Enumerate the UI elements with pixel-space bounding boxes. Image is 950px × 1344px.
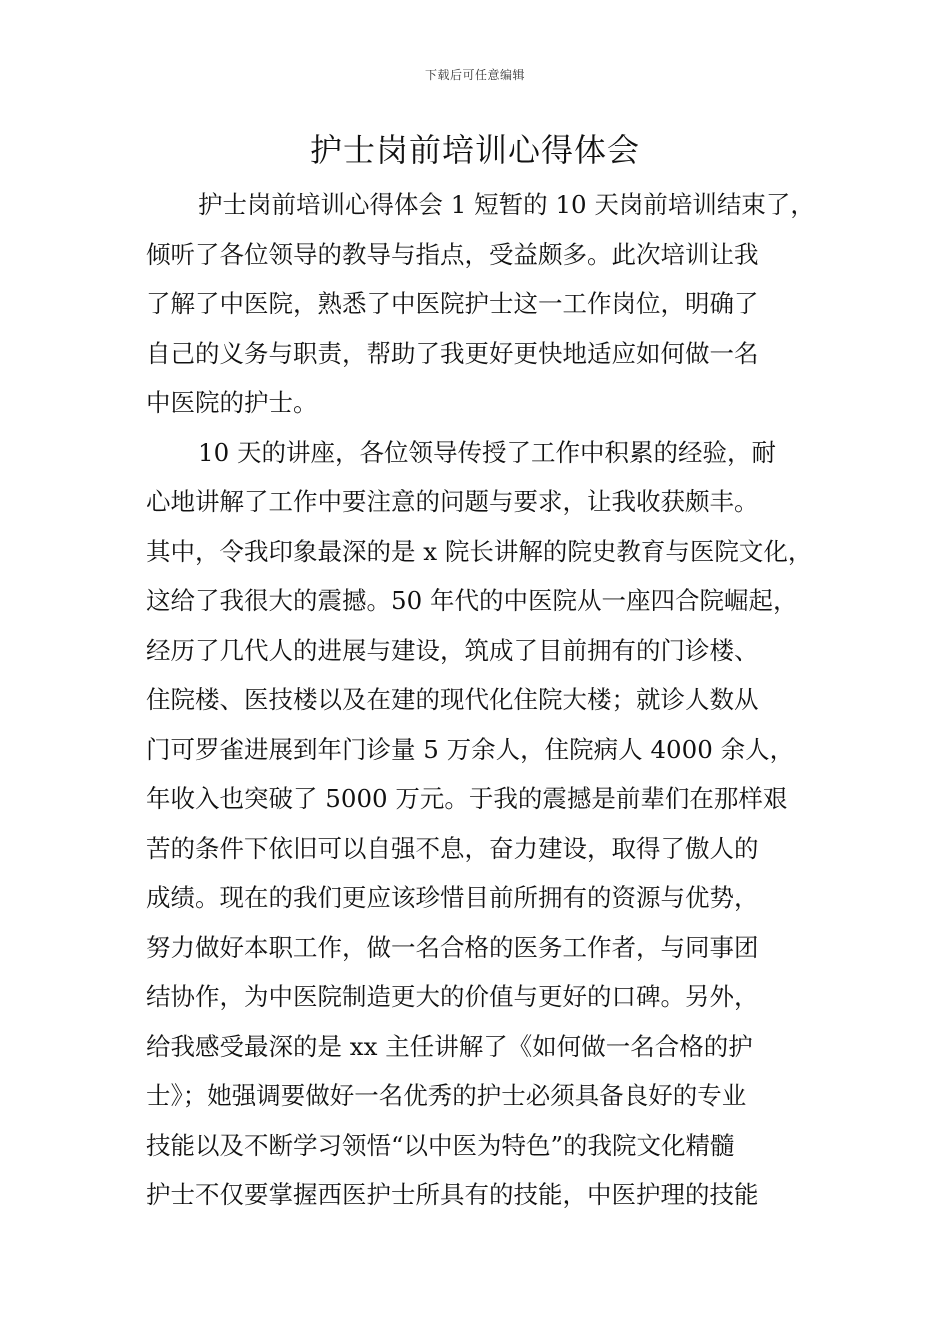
paragraph-2-line-13: 给我感受最深的是 xx 主任讲解了《如何做一名合格的护	[146, 1031, 753, 1061]
paragraph-2-line-15: 技能以及不断学习领悟“以中医为特色”的我院文化精髓	[146, 1130, 735, 1160]
paragraph-1-line-1: 护士岗前培训心得体会 1 短暂的 10 天岗前培训结束了，	[198, 190, 815, 219]
paragraph-2-line-16: 护士不仅要掌握西医护士所具有的技能，中医护理的技能	[146, 1180, 759, 1209]
paragraph-2-line-5: 经历了几代人的进展与建设，筑成了目前拥有的门诊楼、	[146, 635, 759, 665]
paragraph-2-line-1: 10 天的讲座，各位领导传授了工作中积累的经验，耐	[198, 437, 776, 467]
paragraph-1-line-5: 中医院的护士。	[146, 388, 318, 417]
paragraph-2-line-14: 士》；她强调要做好一名优秀的护士必须具备良好的专业	[146, 1081, 747, 1110]
header-note: 下载后可任意编辑	[424, 68, 525, 82]
paragraph-2-line-3: 其中，令我印象最深的是 x 院长讲解的院史教育与医院文化，	[146, 536, 813, 566]
paragraph-2-line-7: 门可罗雀进展到年门诊量 5 万余人，住院病人 4000 余人，	[146, 734, 795, 764]
document-body	[146, 180, 818, 1220]
paragraph-2-line-8: 年收入也突破了 5000 万元。于我的震撼是前辈们在那样艰	[146, 784, 788, 813]
paragraph-2-line-4: 这给了我很大的震撼。50 年代的中医院从一座四合院崛起，	[146, 586, 798, 615]
paragraph-2-line-9: 苦的条件下依旧可以自强不息，奋力建设，取得了傲人的	[146, 833, 759, 863]
paragraph-2-line-12: 结协作，为中医院制造更大的价值与更好的口碑。另外，	[146, 982, 759, 1011]
paragraph-1-line-3: 了解了中医院，熟悉了中医院护士这一工作岗位，明确了	[146, 289, 759, 318]
document-title: 护士岗前培训心得体会	[309, 131, 640, 169]
paragraph-2-line-11: 努力做好本职工作，做一名合格的医务工作者，与同事团	[146, 932, 759, 962]
paragraph-2-line-6: 住院楼、医技楼以及在建的现代化住院大楼；就诊人数从	[146, 685, 759, 714]
paragraph-2-line-2: 心地讲解了工作中要注意的问题与要求，让我收获颇丰。	[146, 487, 759, 516]
paragraph-2-line-10: 成绩。现在的我们更应该珍惜目前所拥有的资源与优势，	[146, 883, 759, 912]
paragraph-1-line-2: 倾听了各位领导的教导与指点，受益颇多。此次培训让我	[146, 239, 759, 269]
paragraph-1-line-4: 自己的义务与职责，帮助了我更好更快地适应如何做一名	[146, 338, 759, 368]
